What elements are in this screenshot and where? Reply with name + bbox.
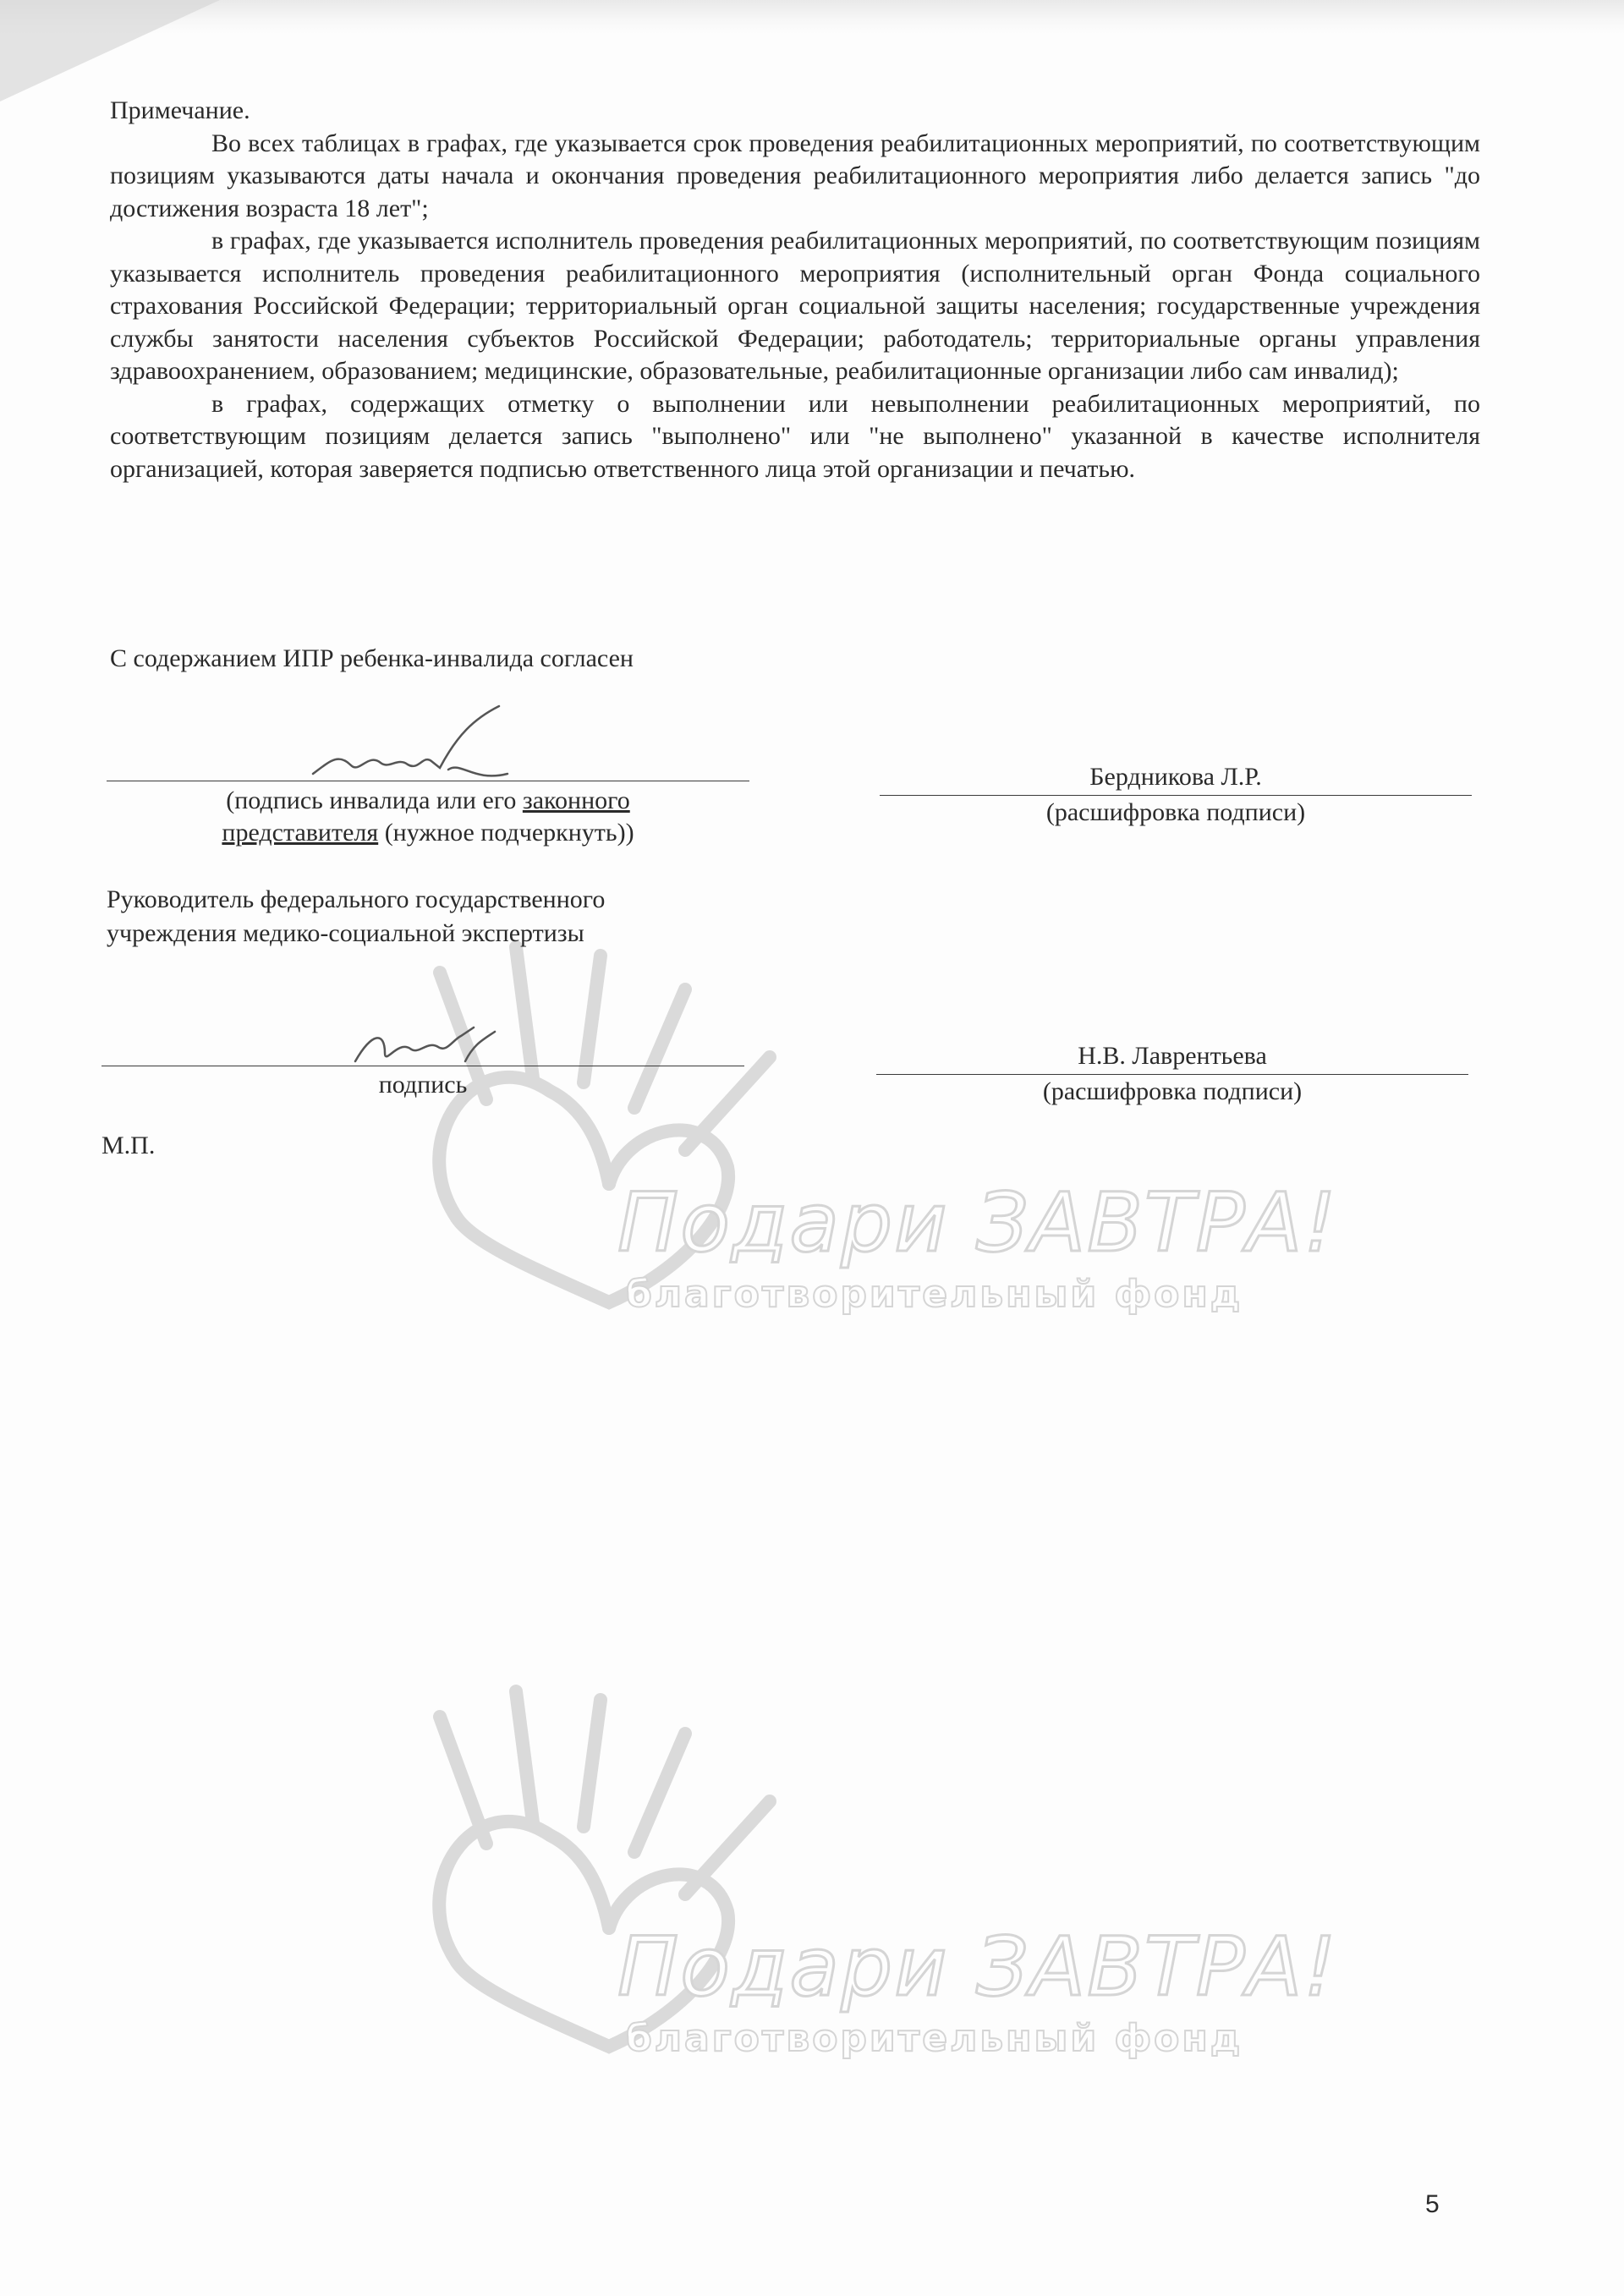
watermark-title: Подари ЗАВТРА! xyxy=(617,1175,1338,1270)
patient-name-caption: (расшифровка подписи) xyxy=(1045,798,1306,826)
director-name: Н.В. Лаврентьева xyxy=(1078,1042,1267,1070)
director-signature-caption: подпись xyxy=(378,1071,468,1099)
director-title xyxy=(107,883,605,951)
director-title-line1: Руководитель федерального государственного xyxy=(107,885,606,913)
watermark-title: Подари ЗАВТРА! xyxy=(617,1920,1338,2014)
scan-folded-corner xyxy=(0,0,220,101)
page-number: 5 xyxy=(1425,2190,1440,2218)
director-name-line xyxy=(876,1074,1468,1075)
director-name-caption: (расшифровка подписи) xyxy=(1042,1077,1303,1105)
caption-representative: представителя xyxy=(222,819,379,847)
caption-legal: законного xyxy=(522,786,630,814)
note-heading: Примечание. xyxy=(110,96,250,124)
watermark-subtitle: благотворительный фонд xyxy=(626,2017,1243,2060)
watermark-top xyxy=(330,939,1338,1412)
note-paragraph-executor: в графах, где указывается исполнитель проведения реабилитационных мероприятий, по соответствующим позициям указывается исполнитель проведения реабилитационного мероприятия (исполнительный орган Фонда социального страхования Российской Федерации; территориальный орган социальной защиты населения; государственные учреждения службы занятости населения субъектов Российской Федерации; работодатель; территориальные органы управления здравоохранением, образованием; медицинские, образовательные, реабилитационные организации либо сам инвалид); xyxy=(110,227,1480,385)
caption-text-end: (нужное подчеркнуть)) xyxy=(378,819,634,847)
consent-statement: С содержанием ИПР ребенка-инвалида согласен xyxy=(110,644,634,672)
note-paragraph-completion: в графах, содержащих отметку о выполнении или невыполнении реабилитационных мероприятий, по соответствующим позициям делается запись "выполнено" или "не выполнено" указанной в качестве исполнителя организацией, которая заверяется подписью ответственного лица этой организации и печатью. xyxy=(110,389,1480,483)
patient-signature-caption xyxy=(107,785,749,849)
scan-edge-shadow xyxy=(0,0,1624,34)
note-paragraph-deadline: Во всех таблицах в графах, где указывается срок проведения реабилитационных мероприятий, по соответствующим позициям указываются даты начала и окончания проведения реабилитационного мероприятия либо делается запись "до достижения возраста 18 лет"; xyxy=(110,129,1480,222)
note-section xyxy=(110,95,1480,485)
watermark-bottom xyxy=(330,1683,1338,2156)
caption-text: (подпись инвалида или его xyxy=(226,786,523,814)
patient-representative-name: Бердникова Л.Р. xyxy=(1089,763,1262,791)
seal-label: М.П. xyxy=(102,1132,156,1159)
watermark-subtitle: благотворительный фонд xyxy=(626,1273,1243,1316)
patient-name-line xyxy=(880,795,1472,796)
director-title-line2: учреждения медико-социальной экспертизы xyxy=(107,919,584,947)
